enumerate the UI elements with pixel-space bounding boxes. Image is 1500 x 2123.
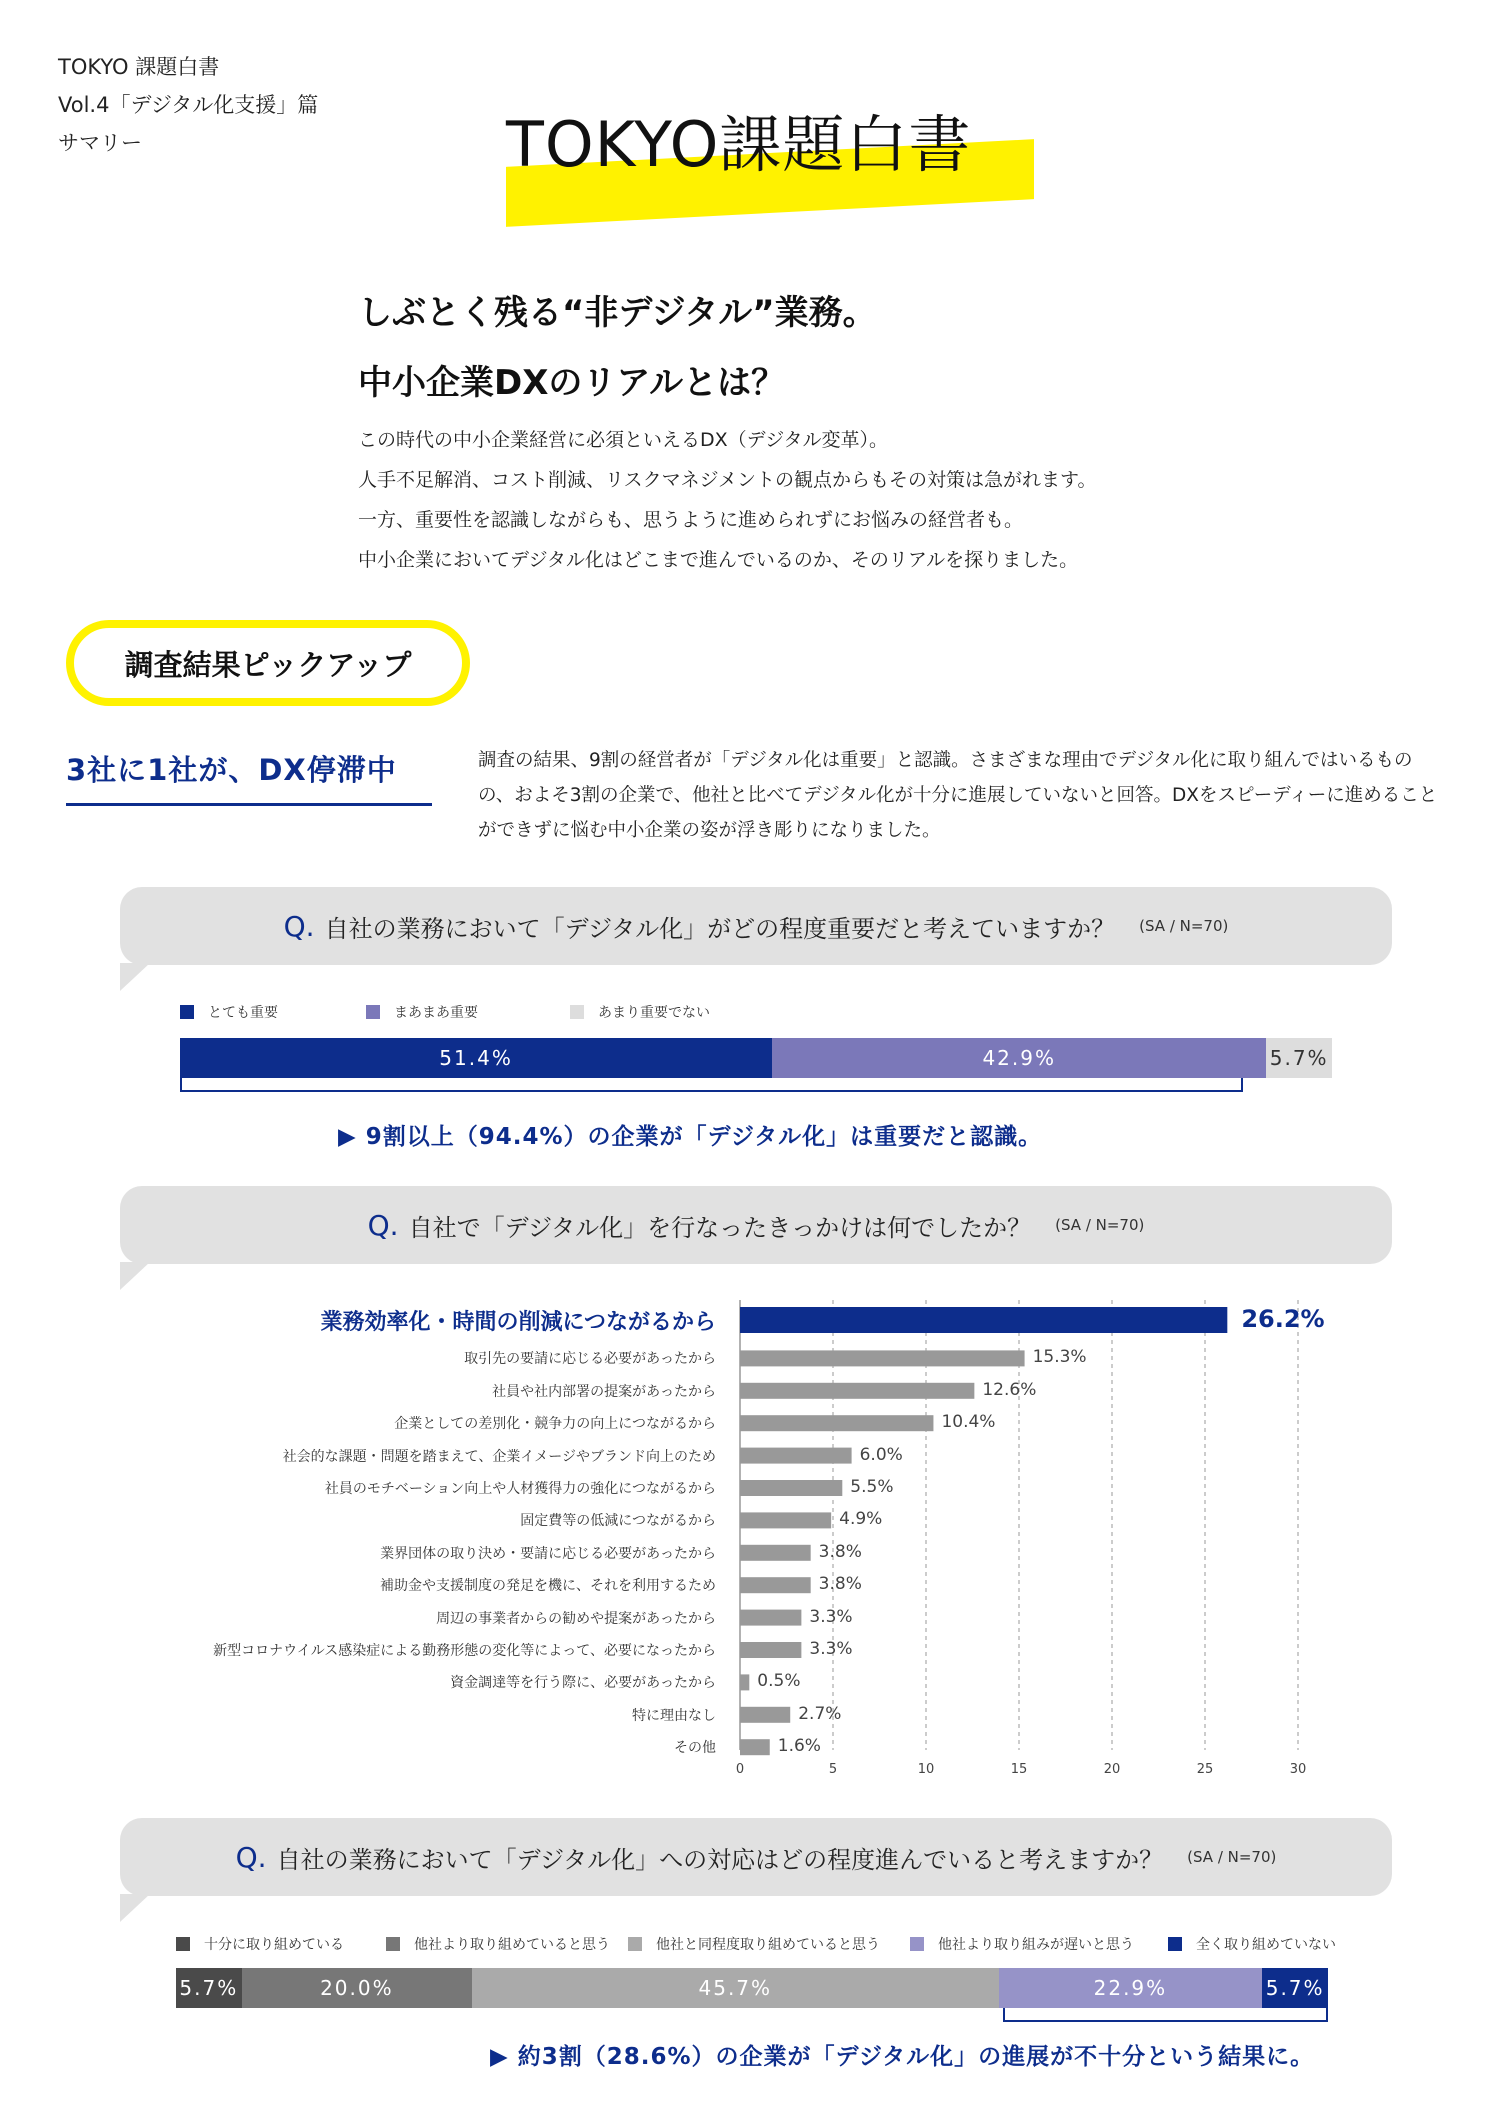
category-label: 資金調達等を行う際に、必要があったから [450,1675,716,1692]
logo [500,95,1040,225]
report-meta [58,48,318,162]
value-label: 3.8% [818,1541,862,1562]
question-3-sample: (SA / N=70) [1187,1848,1277,1866]
legend-swatch [910,1937,924,1951]
headline [358,278,877,418]
legend-label: とても重要 [208,1005,278,1021]
x-tick-label: 15 [1010,1762,1028,1777]
legend-label: 他社より取り組みが遅いと思う [938,1937,1134,1953]
stacked-bar-segment: 5.7% [1266,1038,1332,1078]
chart-1-conclusion: ▶ 9割以上（94.4%）の企業が「デジタル化」は重要だと認識。 [338,1124,1043,1150]
chart-2 [0,1290,1500,1790]
legend-label: まあまあ重要 [394,1005,478,1021]
logo-text: TOKYO課題白書 [506,108,972,181]
category-label: 企業としての差別化・競争力の向上につながるから [394,1416,716,1433]
stacked-bar-segment: 45.7% [472,1968,998,2008]
legend-swatch [180,1005,194,1019]
question-mark: Q. [283,909,315,943]
pickup-badge [66,620,470,706]
meta-volume: Vol.4「デジタル化支援」篇 [58,93,319,117]
chart-3-legend [176,1934,1336,1954]
category-label: 周辺の事業者からの勧めや提案があったから [436,1610,716,1627]
stacked-bar-segment: 20.0% [242,1968,472,2008]
category-label: 取引先の要請に応じる必要があったから [464,1351,716,1368]
pickup-label: 調査結果ピックアップ [124,647,412,682]
x-tick-label: 30 [1289,1762,1307,1777]
lead-paragraph [358,420,1097,580]
value-label: 4.9% [839,1509,883,1530]
headline-line-2: 中小企業DXのリアルとは？ [358,363,786,403]
category-label: 新型コロナウイルス感染症による勤務形態の変化等によって、必要になったから [213,1643,716,1659]
value-label: 3.8% [818,1574,862,1595]
legend-label: 他社より取り組めていると思う [414,1937,610,1953]
legend-item [1168,1934,1336,1954]
legend-item [180,1002,278,1022]
legend-label: あまり重要でない [598,1005,710,1021]
question-3-bubble [120,1818,1392,1896]
x-tick-label: 10 [917,1762,935,1777]
legend-item [628,1934,880,1954]
category-label: 業務効率化・時間の削減につながるから [320,1310,716,1335]
legend-label: 十分に取り組めている [204,1937,344,1953]
stacked-bar-segment: 22.9% [999,1968,1263,2008]
x-tick-label: 0 [735,1762,745,1777]
value-label: 3.3% [809,1639,853,1659]
category-label: 社員のモチベーション向上や人材獲得力の強化につながるから [324,1481,716,1497]
legend-swatch [366,1005,380,1019]
category-label: 補助金や支援制度の発足を機に、それを利用するため [380,1578,716,1595]
legend-swatch [176,1937,190,1951]
question-2-bubble [120,1186,1392,1264]
chart-3-stacked-bar [176,1968,1328,2008]
chart-3-conclusion: ▶ 約3割（28.6%）の企業が「デジタル化」の進展が不十分という結果に。 [490,2044,1315,2070]
lead-line: 中小企業においてデジタル化はどこまで進んでいるのか、そのリアルを探りました。 [358,549,1079,571]
meta-summary: サマリー [58,131,142,155]
question-1-sample: (SA / N=70) [1139,917,1229,935]
legend-swatch [570,1005,584,1019]
chart-2-x-axis [0,1290,1500,1790]
legend-item [570,1002,710,1022]
value-label: 1.6% [777,1736,821,1757]
category-label: その他 [674,1740,716,1757]
chart-3-bracket [1003,2008,1328,2022]
category-label: 社員や社内部署の提案があったから [492,1383,716,1400]
category-label: 特に理由なし [632,1707,716,1724]
section-body: 調査の結果、9割の経営者が「デジタル化は重要」と認識。さまざまな理由でデジタル化に取り組んではいるものの、およそ3割の企業で、他社と比べてデジタル化が十分に進展していないと回答。DXをスピーディーに進めることができずに悩む中小企業の姿が浮き彫りになりました。 [478,750,1438,841]
value-label: 2.7% [798,1703,842,1724]
lead-line: この時代の中小企業経営に必須といえるDX（デジタル変革）。 [358,429,889,451]
legend-label: 全く取り組めていない [1196,1937,1336,1953]
value-label: 10.4% [941,1412,996,1433]
stacked-bar-segment: 5.7% [1262,1968,1328,2008]
question-mark: Q. [367,1208,399,1242]
legend-swatch [628,1937,642,1951]
chart-1-legend [180,1002,1330,1022]
legend-item [366,1002,478,1022]
stacked-bar-segment: 5.7% [176,1968,242,2008]
question-2-sample: (SA / N=70) [1055,1216,1145,1234]
question-1-text: 自社の業務において「デジタル化」がどの程度重要だと考えていますか？ [324,914,1116,943]
value-label: 26.2% [1241,1305,1325,1333]
value-label: 6.0% [859,1444,903,1465]
chart-1-stacked-bar [180,1038,1332,1078]
legend-swatch [1168,1937,1182,1951]
legend-item [386,1934,610,1954]
question-2-text: 自社で「デジタル化」を行なったきっかけは何でしたか？ [408,1213,1032,1242]
question-mark: Q. [235,1840,267,1874]
value-label: 5.5% [850,1477,894,1497]
lead-line: 人手不足解消、コスト削減、リスクマネジメントの観点からもその対策は急がれます。 [358,469,1097,491]
legend-label: 他社と同程度取り組めていると思う [656,1937,880,1953]
meta-title: TOKYO 課題白書 [58,55,220,79]
x-tick-label: 5 [828,1762,838,1777]
legend-item [176,1934,344,1954]
value-label: 0.5% [757,1671,801,1692]
x-tick-label: 20 [1103,1762,1121,1777]
headline-line-1: しぶとく残る“非デジタル”業務。 [358,293,877,333]
legend-item [910,1934,1134,1954]
legend-swatch [386,1937,400,1951]
x-tick-label: 25 [1196,1762,1214,1777]
value-label: 3.3% [809,1606,853,1627]
value-label: 12.6% [982,1379,1037,1400]
lead-line: 一方、重要性を認識しながらも、思うように進められずにお悩みの経営者も。 [358,509,1024,531]
question-3-text: 自社の業務において「デジタル化」への対応はどの程度進んでいると考えますか？ [276,1845,1164,1874]
category-label: 固定費等の低減につながるから [520,1513,716,1530]
category-label: 業界団体の取り決め・要請に応じる必要があったから [380,1545,716,1562]
stacked-bar-segment: 51.4% [180,1038,772,1078]
chart-1-bracket [180,1078,1243,1092]
section-title: 3社に1社が、DX停滞中 [66,748,432,806]
category-label: 社会的な課題・問題を踏まえて、企業イメージやブランド向上のため [282,1448,716,1465]
value-label: 15.3% [1032,1347,1087,1368]
question-1-bubble [120,887,1392,965]
stacked-bar-segment: 42.9% [772,1038,1266,1078]
